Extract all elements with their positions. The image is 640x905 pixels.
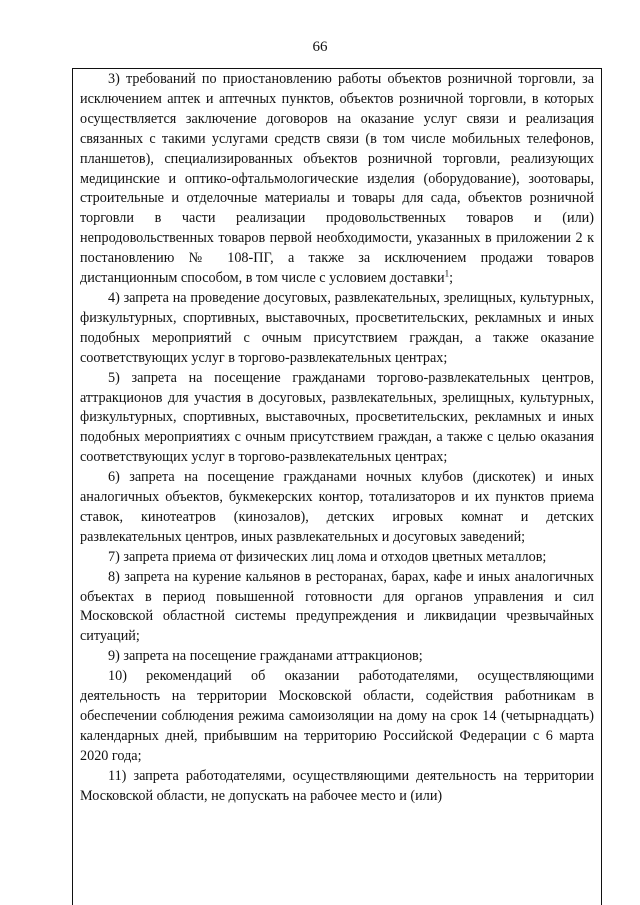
paragraph-item-10: 10) рекомендаций об оказании работодателями, осуществляющими деятельность на территории Московской области, содействия работникам в обеспечении соблюдения режима самоизоляции на дому на срок 14 (четырнадцать) календарных дней, прибывшим на территорию Российской Федерации с 6 марта 2020 года; [80, 668, 594, 764]
paragraph-item-4: 4) запрета на проведение досуговых, развлекательных, зрелищных, культурных, физкультурных, спортивных, выставочных, просветительских, рекламных и иных подобных мероприятий с очным присутствием граждан, а также оказание соответствующих услуг в торгово-развлекательных центрах; [80, 289, 594, 366]
paragraph-item-3 [80, 70, 594, 289]
document-body [80, 70, 594, 807]
paragraph-item-7: 7) запрета приема от физических лиц лома и отходов цветных металлов; [108, 548, 547, 565]
paragraph-item-8: 8) запрета на курение кальянов в ресторанах, барах, кафе и иных аналогичных объектах в период повышенной готовности для органов управления и сил Московской областной системы предупреждения и ликвидации чрезвычайных ситуаций; [80, 568, 594, 645]
paragraph-item-5: 5) запрета на посещение гражданами торгово-развлекательных центров, аттракционов для участия в досуговых, развлекательных, зрелищных, культурных, физкультурных, спортивных, выставочных, просветительских, рекламных и иных подобных мероприятиях с очным присутствием граждан, а также с целью оказания соответствующих услуг в торгово-развлекательных центрах; [80, 369, 594, 466]
paragraph-text: 3) требований по приостановлению работы объектов розничной торговли, за исключением аптек и аптечных пунктов, объектов розничной торговли, в которых осуществляется заключение договоров на оказание услуг связи и реализация связанных с такими услугами средств связи (в том числе мобильных телефонов, планшетов), специализированных объектов розничной торговли, реализующих медицинские и оптико-офтальмологические изделия (оборудование), зоотовары, строительные и отделочные материалы и товары для сада, объектов розничной торговли в части реализации продовольственных товаров и (или) непродовольственных товаров первой необходимости, указанных в приложении 2 к постановлению № 108-ПГ, а также за исключением продажи товаров дистанционным способом, в том числе с условием доставки [80, 71, 594, 287]
page-number: 66 [312, 39, 328, 55]
paragraph-item-11: 11) запрета работодателями, осуществляющими деятельность на территории Московской области, не допускать на рабочее место и (или) [80, 767, 594, 804]
paragraph-tail: ; [449, 270, 454, 287]
footnote-marker: 1 [444, 268, 450, 279]
paragraph-item-6: 6) запрета на посещение гражданами ночных клубов (дискотек) и иных аналогичных объектов, букмекерских контор, тотализаторов и их пунктов приема ставок, кинотеатров (кинозалов), детских игровых комнат и детских развлекательных центров, иных развлекательных и досуговых заведений; [80, 469, 594, 545]
paragraph-item-9: 9) запрета на посещение гражданами аттракционов; [108, 648, 423, 665]
